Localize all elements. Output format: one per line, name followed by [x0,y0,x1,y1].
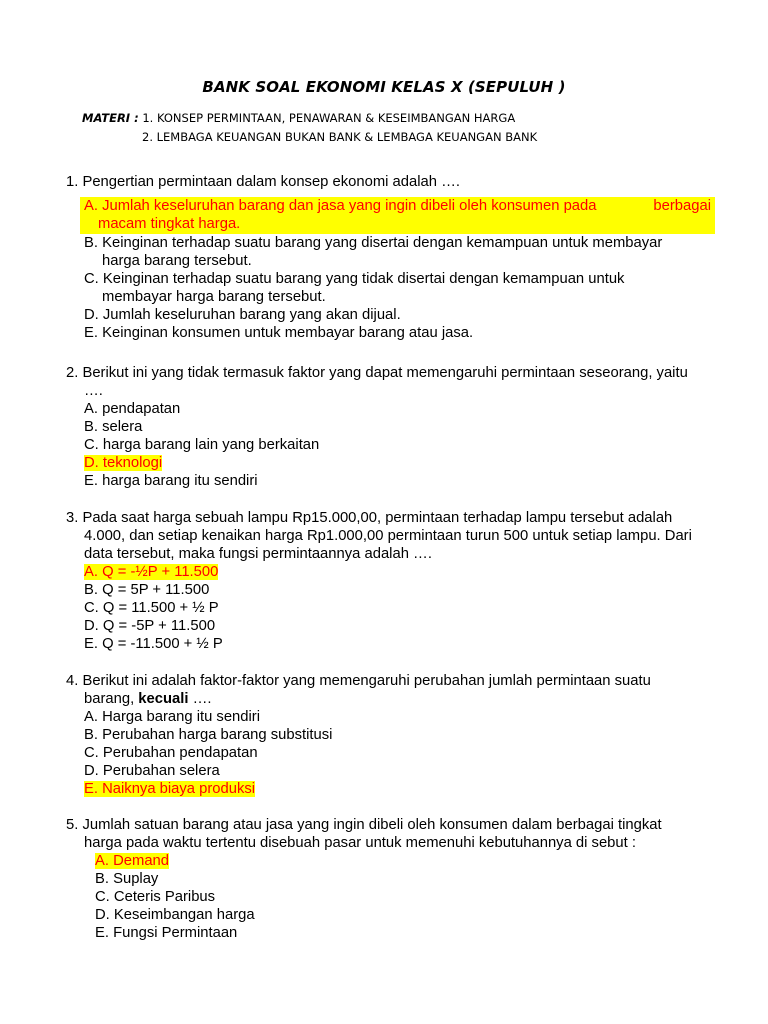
question-stem: 5. Jumlah satuan barang atau jasa yang ingin dibeli oleh konsumen dalam berbagai tingkat [66,817,662,833]
option-c: C. Perubahan pendapatan [84,745,258,761]
option-c: C. Ceteris Paribus [95,889,216,905]
option-d: D. Q = -5P + 11.500 [84,618,216,634]
option-d: D. Keseimbangan harga [95,907,255,923]
option-b: B. Q = 5P + 11.500 [84,582,210,598]
option-c: C. Keinginan terhadap suatu barang yang tidak disertai dengan kemampuan untuk [84,271,625,287]
stem-text-end: …. [188,691,212,707]
option-b: B. Suplay [95,871,159,887]
materi-label: MATERI : [82,111,139,125]
question-stem-cont: …. [84,383,103,399]
option-c-cont: membayar harga barang tersebut. [102,289,326,305]
question-stem-cont: 4.000, dan setiap kenaikan harga Rp1.000,00 permintaan turun 500 untuk setiap lampu. Dari [84,528,692,544]
option-a: A. Harga barang itu sendiri [84,709,261,725]
question-5 [66,816,716,942]
option-c: C. harga barang lain yang berkaitan [84,437,320,453]
option-d-answer [66,454,716,472]
option-b: B. Perubahan harga barang substitusi [84,727,333,743]
option-b: B. Keinginan terhadap suatu barang yang disertai dengan kemampuan untuk membayar [84,235,663,251]
materi-row-1 [82,109,537,128]
question-1 [66,173,716,342]
option-b: B. selera [84,419,143,435]
option-a: A. pendapatan [84,401,181,417]
option-a-answer [66,852,716,870]
document-title: BANK SOAL EKONOMI KELAS X (SEPULUH ) [202,78,566,96]
materi-item-2: 2. LEMBAGA KEUANGAN BUKAN BANK & LEMBAGA KEUANGAN BANK [142,130,538,144]
stem-text: barang, [84,691,139,707]
question-stem: 1. Pengertian permintaan dalam konsep ekonomi adalah …. [66,174,461,190]
option-d: D. Perubahan selera [84,763,220,779]
option-a-text-end: berbagai [653,198,711,214]
question-stem: 3. Pada saat harga sebuah lampu Rp15.000,00, permintaan terhadap lampu tersebut adalah [66,510,673,526]
option-e-answer [66,780,716,798]
stem-emphasis: kecuali [138,691,189,707]
option-e: E. Fungsi Permintaan [95,925,238,941]
option-a-text-cont: macam tingkat harga. [98,216,241,232]
question-stem-cont: data tersebut, maka fungsi permintaannya adalah …. [84,546,432,562]
question-stem: 4. Berikut ini adalah faktor-faktor yang memengaruhi perubahan jumlah permintaan suatu [66,673,651,689]
question-3 [66,509,716,653]
question-2 [66,364,716,490]
option-d: D. Jumlah keseluruhan barang yang akan dijual. [84,307,401,323]
option-e: E. Keinginan konsumen untuk membayar barang atau jasa. [84,325,474,341]
option-e: E. harga barang itu sendiri [84,473,258,489]
option-c: C. Q = 11.500 + ½ P [84,600,219,616]
question-stem-cont [66,690,716,708]
question-stem-cont: harga pada waktu tertentu disebuah pasar untuk memenuhi kebutuhannya di sebut : [84,835,636,851]
option-e: E. Q = -11.500 + ½ P [84,636,223,652]
option-a-answer [66,563,716,581]
answer-option-a-highlighted [80,197,715,234]
answer-highlight: D. teknologi [84,455,163,471]
question-stem: 2. Berikut ini yang tidak termasuk faktor yang dapat memengaruhi permintaan seseorang, yaitu [66,365,688,381]
question-4 [66,672,716,798]
option-b-cont: harga barang tersebut. [102,253,252,269]
option-a-text: A. Jumlah keseluruhan barang dan jasa yang ingin dibeli oleh konsumen pada [84,198,597,214]
answer-highlight: E. Naiknya biaya produksi [84,781,256,797]
answer-highlight: A. Q = -½P + 11.500 [84,564,219,580]
materi-item-1: 1. KONSEP PERMINTAAN, PENAWARAN & KESEIMBANGAN HARGA [142,111,516,125]
answer-highlight: A. Demand [95,853,170,869]
materi-block [82,109,537,147]
